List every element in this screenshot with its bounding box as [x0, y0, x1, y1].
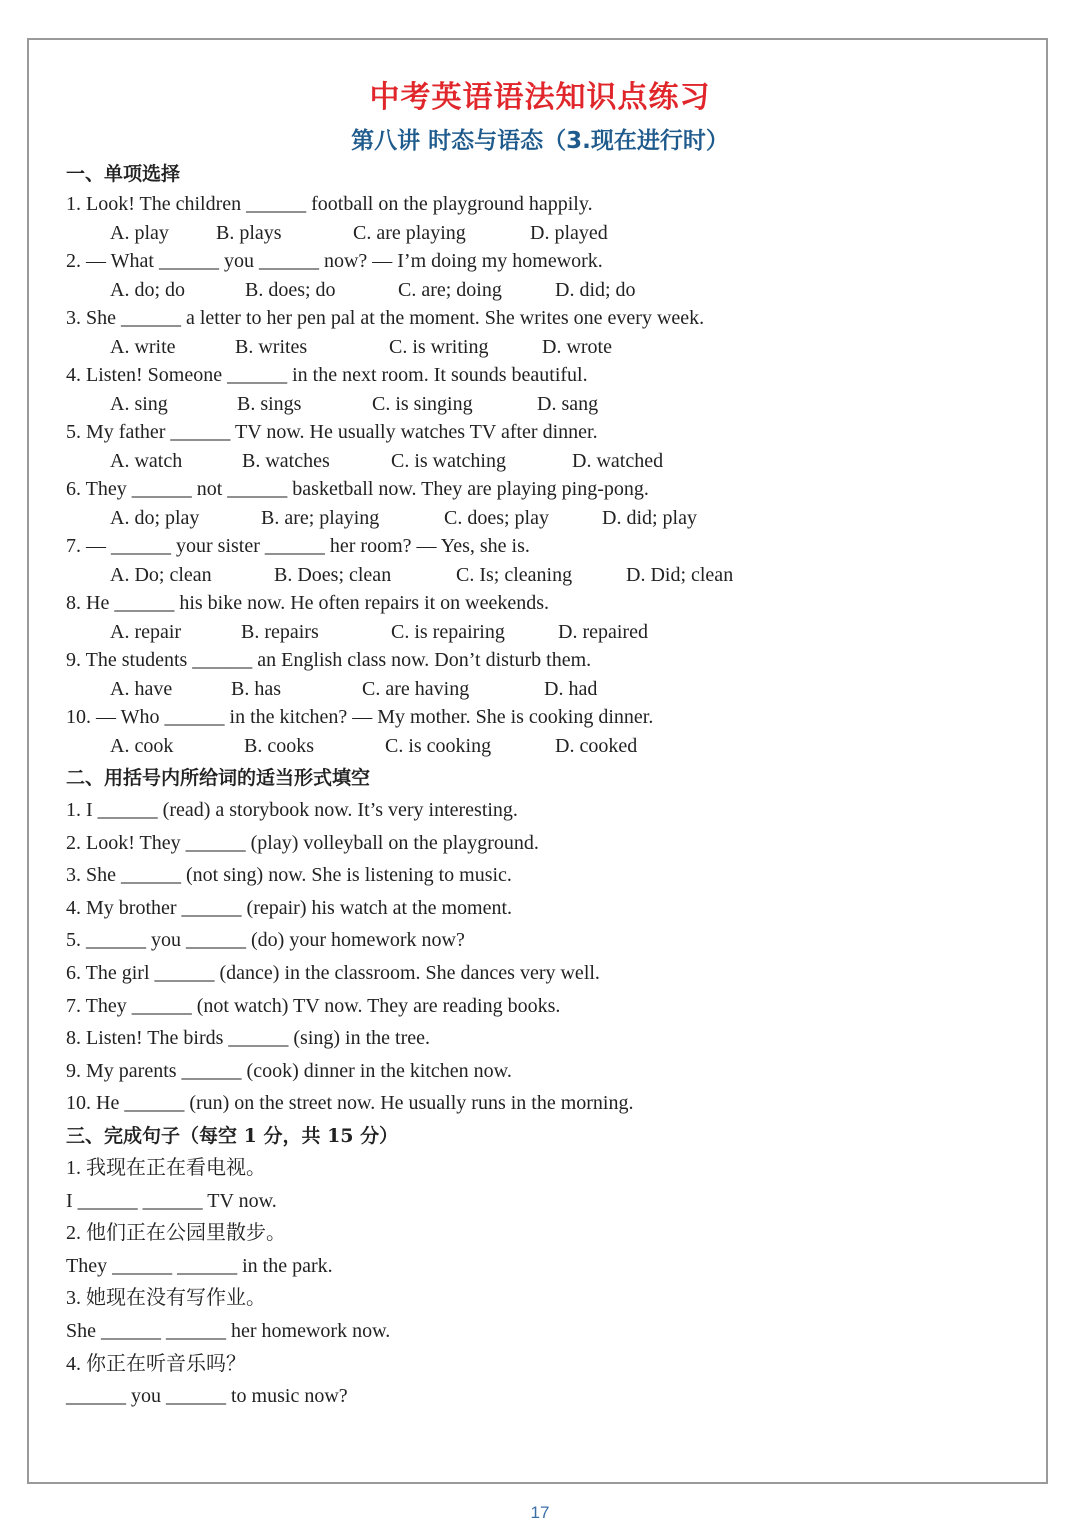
- fill-blank-item: 8. Listen! The birds ______ (sing) in the tree.: [66, 1027, 431, 1050]
- chinese-prompt: 1. 我现在正在看电视。: [66, 1156, 266, 1179]
- answer-option: D. cooked: [555, 734, 638, 757]
- answer-option: D. had: [544, 677, 598, 700]
- english-sentence: I ______ ______ TV now.: [66, 1189, 277, 1212]
- answer-option: A. do; play: [110, 506, 200, 529]
- answer-options: [66, 561, 1026, 590]
- answer-option: B. are; playing: [261, 506, 380, 529]
- answer-option: B. watches: [242, 449, 330, 472]
- answer-options: [66, 504, 1026, 533]
- fill-blank-item: 10. He ______ (run) on the street now. He usually runs in the morning.: [66, 1092, 634, 1115]
- answer-options: [66, 390, 1026, 419]
- answer-option: A. sing: [110, 392, 168, 415]
- english-sentence: ______ you ______ to music now?: [66, 1385, 348, 1408]
- answer-option: D. Did; clean: [626, 563, 734, 586]
- answer-option: D. sang: [537, 392, 599, 415]
- answer-option: A. watch: [110, 449, 183, 472]
- answer-option: A. play: [110, 221, 169, 244]
- fill-blank-item: 5. ______ you ______ (do) your homework now?: [66, 929, 465, 952]
- question-stem: 7. — ______ your sister ______ her room? — Yes, she is.: [66, 535, 530, 557]
- answer-options: [66, 333, 1026, 362]
- answer-option: C. does; play: [444, 506, 549, 529]
- section-heading-single-choice: 一、单项选择: [66, 163, 181, 185]
- answer-option: B. does; do: [245, 278, 336, 301]
- answer-option: B. Does; clean: [274, 563, 392, 586]
- answer-option: A. write: [110, 335, 176, 358]
- answer-option: B. plays: [216, 221, 282, 244]
- answer-options: [66, 618, 1026, 647]
- english-sentence: She ______ ______ her homework now.: [66, 1319, 391, 1342]
- answer-option: C. are playing: [353, 221, 466, 244]
- chinese-prompt: 3. 她现在没有写作业。: [66, 1287, 266, 1310]
- question-stem: 4. Listen! Someone ______ in the next room. It sounds beautiful.: [66, 364, 588, 386]
- fill-blank-item: 6. The girl ______ (dance) in the classroom. She dances very well.: [66, 961, 600, 984]
- question-stem: 6. They ______ not ______ basketball now. They are playing ping-pong.: [66, 478, 649, 500]
- answer-options: [66, 276, 1026, 305]
- question-stem: 8. He ______ his bike now. He often repairs it on weekends.: [66, 592, 550, 614]
- page-number: 17: [530, 1503, 550, 1522]
- answer-option: B. sings: [237, 392, 302, 415]
- answer-options: [66, 447, 1026, 476]
- answer-option: B. repairs: [241, 620, 319, 643]
- answer-option: A. Do; clean: [110, 563, 212, 586]
- complete-sentences-list: [66, 1152, 1026, 1413]
- answer-option: C. is writing: [389, 335, 489, 358]
- answer-option: A. cook: [110, 734, 174, 757]
- answer-option: C. Is; cleaning: [456, 563, 573, 586]
- answer-option: C. is repairing: [391, 620, 505, 643]
- fill-blank-item: 2. Look! They ______ (play) volleyball on the playground.: [66, 831, 539, 854]
- answer-option: A. do; do: [110, 278, 185, 301]
- answer-option: C. is cooking: [385, 734, 492, 757]
- answer-option: D. did; play: [602, 506, 697, 529]
- answer-options: [66, 219, 1026, 248]
- answer-option: C. are; doing: [398, 278, 502, 301]
- multiple-choice-list: [66, 190, 1026, 760]
- answer-option: D. did; do: [555, 278, 636, 301]
- answer-option: A. have: [110, 677, 173, 700]
- answer-option: C. is singing: [372, 392, 473, 415]
- answer-option: D. wrote: [542, 335, 612, 358]
- answer-option: C. is watching: [391, 449, 506, 472]
- answer-option: A. repair: [110, 620, 182, 643]
- answer-option: D. repaired: [558, 620, 648, 643]
- fill-blank-item: 4. My brother ______ (repair) his watch at the moment.: [66, 896, 512, 919]
- question-stem: 10. — Who ______ in the kitchen? — My mother. She is cooking dinner.: [66, 706, 654, 728]
- fill-blank-item: 1. I ______ (read) a storybook now. It’s very interesting.: [66, 799, 518, 821]
- answer-options: [66, 732, 1026, 761]
- section-heading-complete-sentences: 三、完成句子（每空 1 分，共 15 分）: [66, 1124, 399, 1147]
- chinese-prompt: 2. 他们正在公园里散步。: [66, 1222, 286, 1245]
- fill-blank-item: 9. My parents ______ (cook) dinner in the kitchen now.: [66, 1059, 512, 1082]
- fill-blank-list: [66, 794, 1026, 1120]
- answer-option: C. are having: [362, 677, 470, 700]
- page-title: 中考英语语法知识点练习: [369, 80, 711, 115]
- question-stem: 9. The students ______ an English class now. Don’t disturb them.: [66, 649, 592, 671]
- question-stem: 1. Look! The children ______ football on the playground happily.: [66, 193, 593, 215]
- answer-option: D. played: [530, 221, 608, 244]
- english-sentence: They ______ ______ in the park.: [66, 1254, 333, 1277]
- page-subtitle: 第八讲 时态与语态（3.现在进行时）: [351, 128, 729, 154]
- chinese-prompt: 4. 你正在听音乐吗？: [66, 1352, 246, 1375]
- worksheet-content: [66, 158, 1026, 1413]
- fill-blank-item: 7. They ______ (not watch) TV now. They are reading books.: [66, 994, 561, 1017]
- answer-option: B. writes: [235, 335, 308, 358]
- fill-blank-item: 3. She ______ (not sing) now. She is listening to music.: [66, 864, 512, 887]
- question-stem: 5. My father ______ TV now. He usually watches TV after dinner.: [66, 421, 598, 443]
- question-stem: 3. She ______ a letter to her pen pal at the moment. She writes one every week.: [66, 307, 705, 329]
- question-stem: 2. — What ______ you ______ now? — I’m doing my homework.: [66, 250, 603, 272]
- section-heading-fill-blank: 二、用括号内所给词的适当形式填空: [66, 767, 371, 789]
- answer-options: [66, 675, 1026, 704]
- answer-option: B. has: [231, 677, 281, 700]
- answer-option: B. cooks: [244, 734, 314, 757]
- answer-option: D. watched: [572, 449, 664, 472]
